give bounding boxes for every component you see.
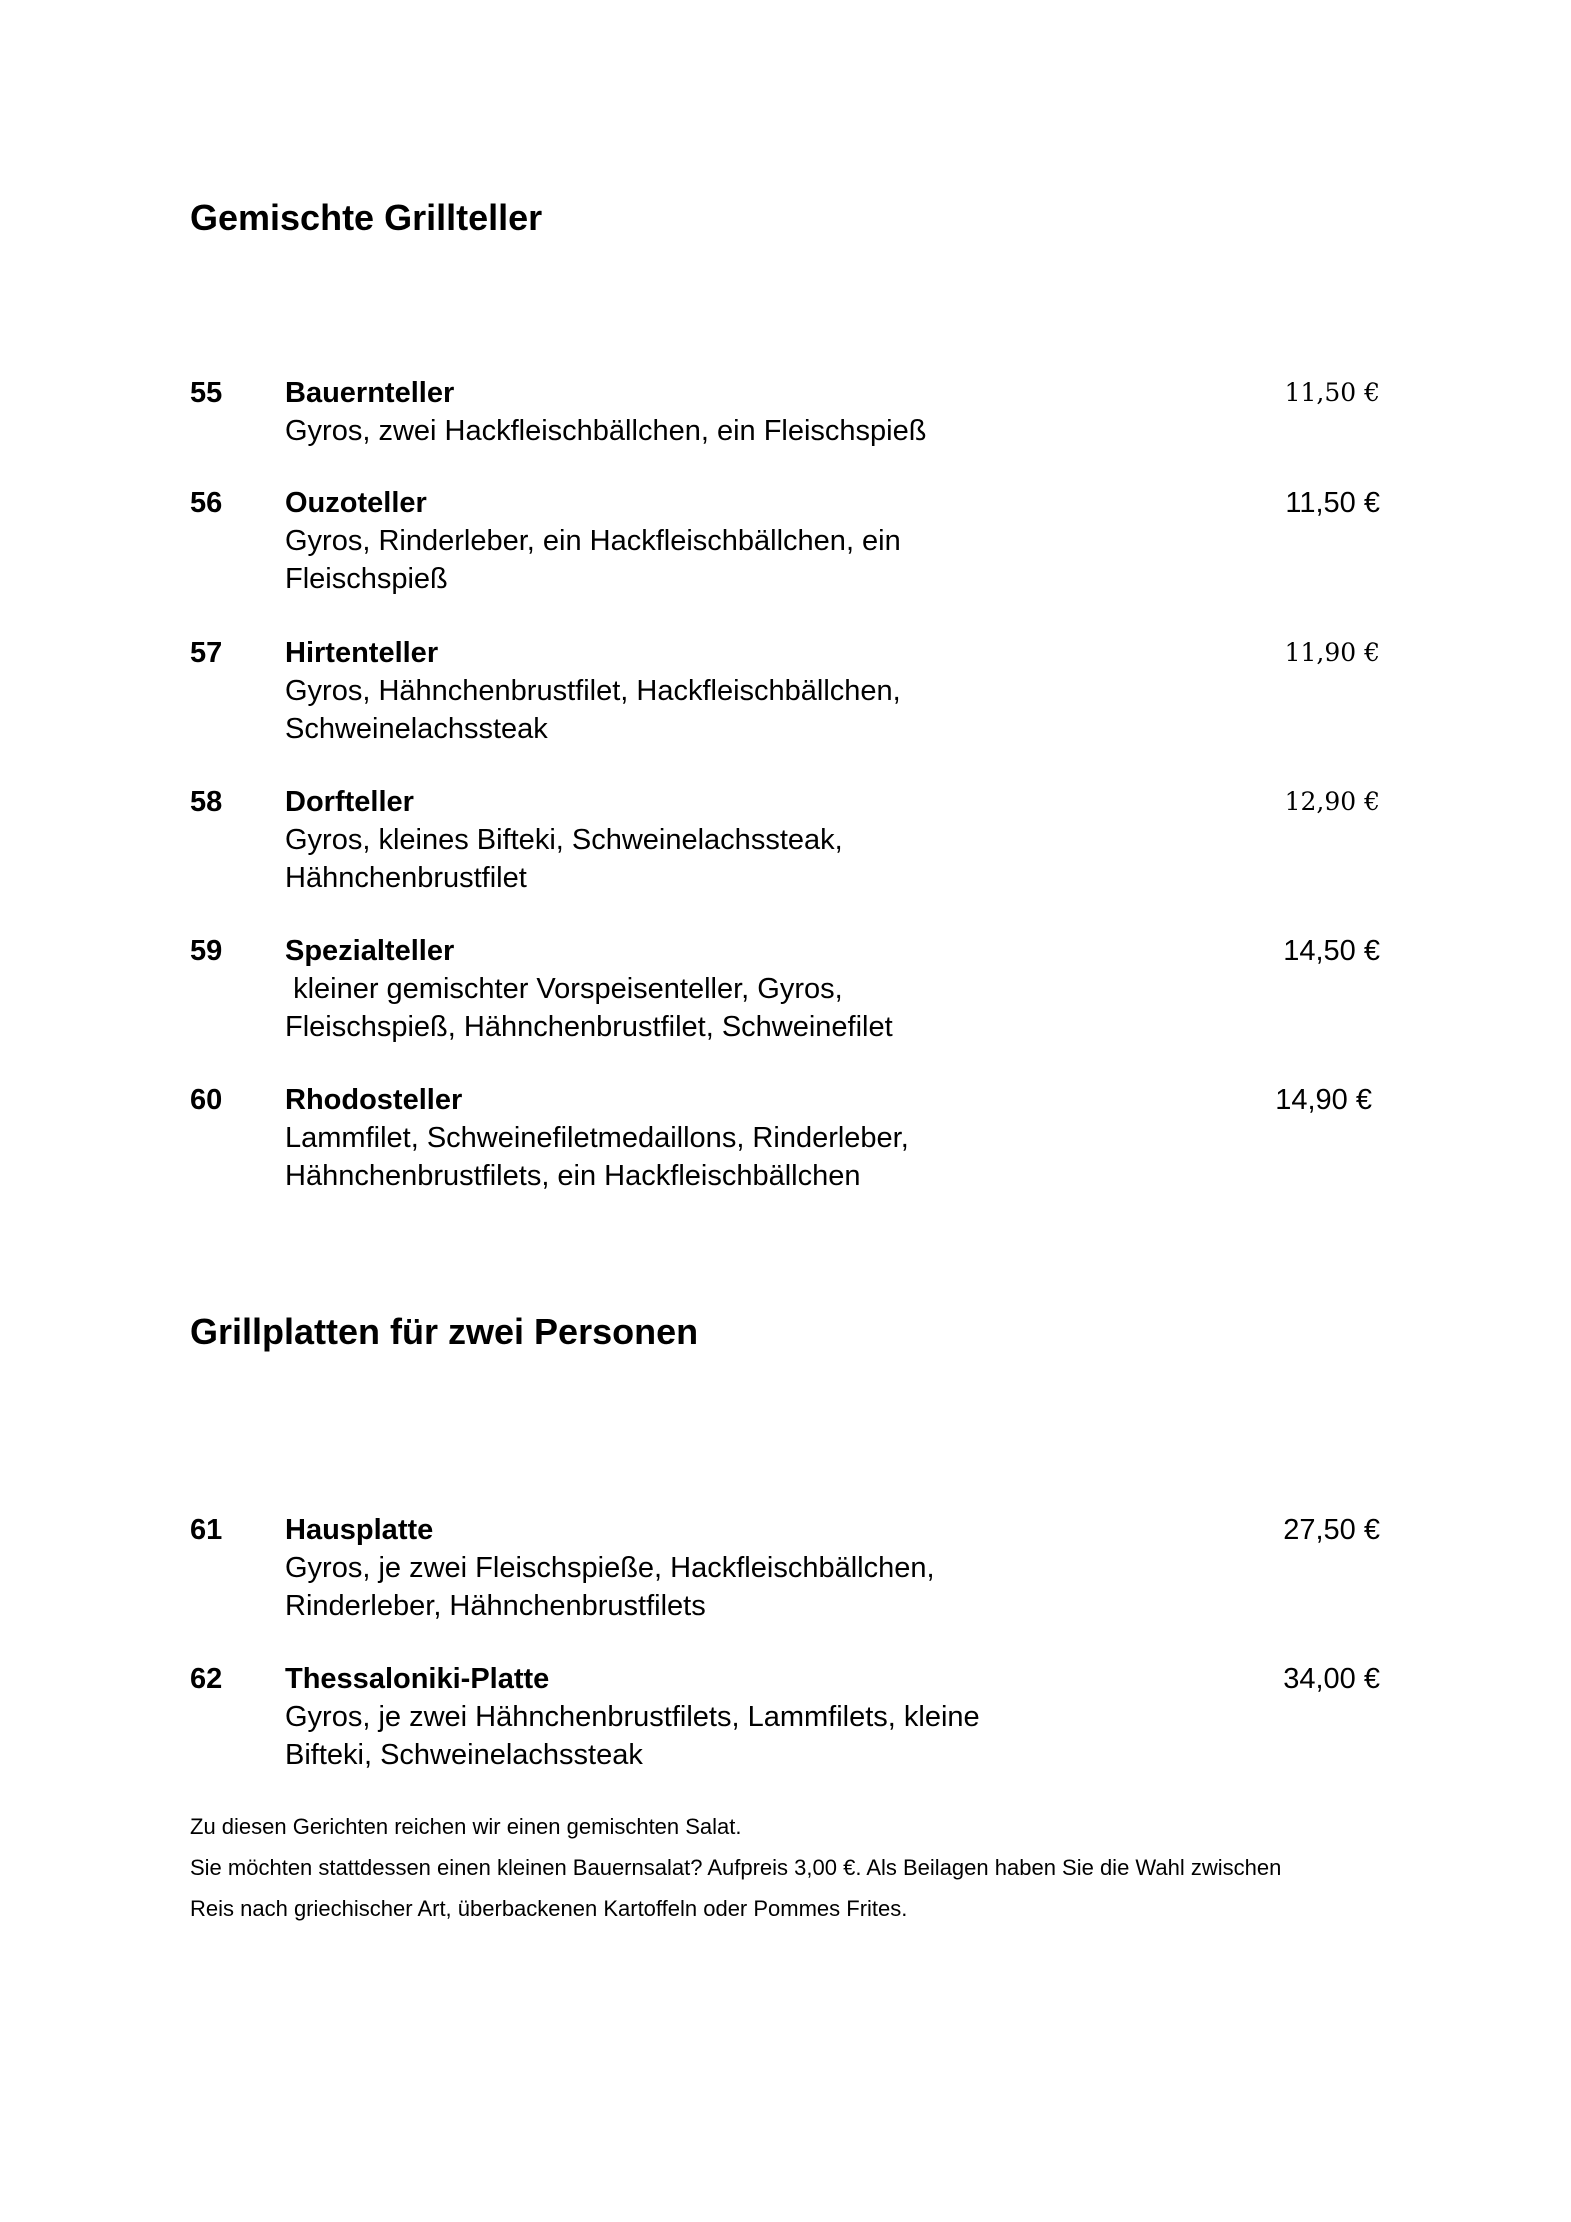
footer-line: Sie möchten stattdessen einen kleinen Bauernsalat? Aufpreis 3,00 €. Als Beilagen haben Sie die Wahl zwischen: [190, 1855, 1282, 1880]
item-name: Hirtenteller: [285, 637, 439, 669]
item-name: Rhodosteller: [285, 1084, 463, 1116]
item-description: kleiner gemischter Vorspeisenteller, Gyros, Fleischspieß, Hähnchenbrustfilet, Schweinefilet: [285, 973, 893, 1043]
item-price: 14,90 €: [1275, 1084, 1372, 1116]
item-name: Spezialteller: [285, 935, 455, 967]
item-number: 57: [190, 637, 223, 669]
item-price: 34,00 €: [1283, 1663, 1380, 1695]
footer-line: Reis nach griechischer Art, überbackenen Kartoffeln oder Pommes Frites.: [190, 1896, 908, 1921]
item-description: Lammfilet, Schweinefiletmedaillons, Rinderleber, Hähnchenbrustfilets, ein Hackfleischbällchen: [285, 1122, 909, 1192]
item-number: 56: [190, 487, 223, 519]
item-description: Gyros, zwei Hackfleischbällchen, ein Fleischspieß: [285, 415, 927, 447]
item-number: 62: [190, 1663, 223, 1695]
item-price: 14,50 €: [1283, 935, 1380, 967]
item-description: Gyros, Rinderleber, ein Hackfleischbällchen, ein Fleischspieß: [285, 525, 901, 595]
item-price: 27,50 €: [1283, 1514, 1380, 1546]
item-number: 61: [190, 1514, 223, 1546]
item-number: 60: [190, 1084, 223, 1116]
item-description: Gyros, kleines Bifteki, Schweinelachssteak, Hähnchenbrustfilet: [285, 824, 843, 894]
footer-line: Zu diesen Gerichten reichen wir einen gemischten Salat.: [190, 1814, 742, 1839]
section-title-grillteller: Gemischte Grillteller: [190, 197, 543, 238]
item-number: 59: [190, 935, 223, 967]
item-description: Gyros, je zwei Fleischspieße, Hackfleischbällchen, Rinderleber, Hähnchenbrustfilets: [285, 1552, 935, 1622]
item-price: 12,90 €: [1284, 787, 1380, 816]
footer-notes: [190, 1806, 1390, 1929]
item-price: 11,50 €: [1284, 378, 1380, 407]
item-name: Hausplatte: [285, 1514, 434, 1546]
item-name: Bauernteller: [285, 377, 455, 409]
item-price: 11,50 €: [1285, 487, 1380, 519]
item-description: Gyros, je zwei Hähnchenbrustfilets, Lammfilets, kleine Bifteki, Schweinelachssteak: [285, 1701, 980, 1771]
item-description: Gyros, Hähnchenbrustfilet, Hackfleischbällchen, Schweinelachssteak: [285, 675, 901, 745]
item-number: 55: [190, 377, 223, 409]
item-name: Ouzoteller: [285, 487, 427, 519]
item-price: 11,90 €: [1284, 638, 1380, 667]
item-number: 58: [190, 786, 223, 818]
section-title-grillplatten: Grillplatten für zwei Personen: [190, 1311, 699, 1352]
item-name: Dorfteller: [285, 786, 414, 818]
item-name: Thessaloniki-Platte: [285, 1663, 550, 1695]
